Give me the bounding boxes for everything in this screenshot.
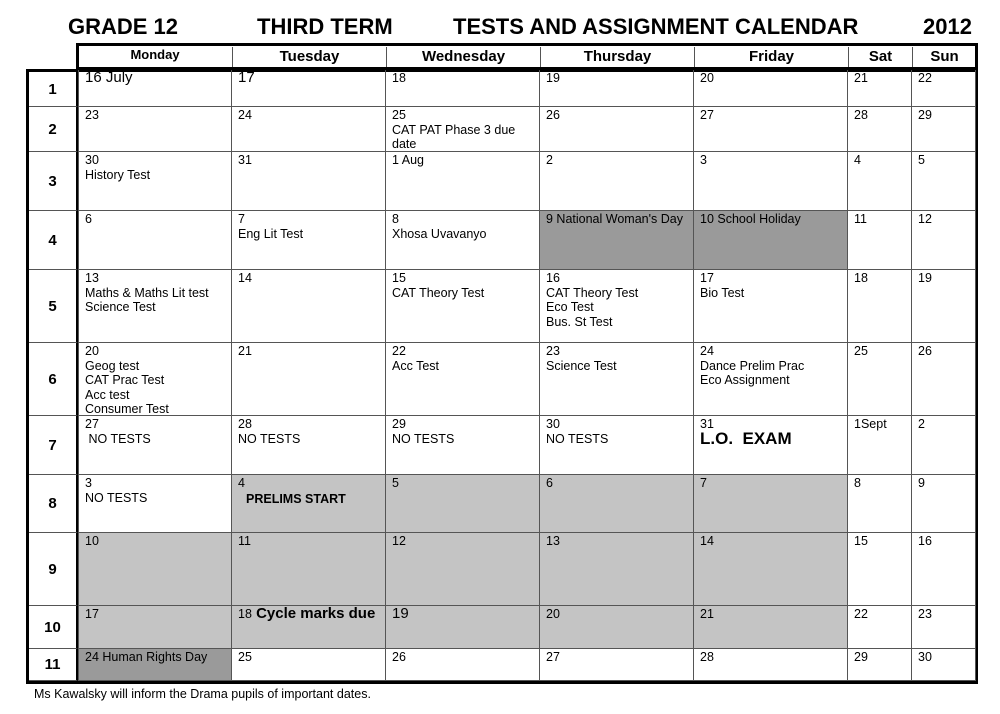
event-label: Geog test	[85, 358, 140, 373]
date-label: 3	[85, 476, 92, 490]
date-label: 17	[238, 70, 255, 86]
calendar-cell	[912, 211, 976, 270]
day-header-monday: Monday	[130, 47, 180, 62]
date-label: 10	[85, 534, 99, 548]
calendar-cell	[232, 416, 386, 475]
event-label: CAT Theory Test	[546, 285, 639, 300]
calendar-cell	[78, 270, 232, 343]
date-label: 6	[546, 476, 553, 490]
calendar-cell	[540, 107, 694, 152]
date-label: 12	[392, 534, 406, 548]
calendar-cell	[386, 343, 540, 416]
date-label: 29	[392, 417, 406, 431]
week-number-4: 4	[29, 211, 78, 270]
calendar-cell	[848, 107, 912, 152]
date-label: 23	[85, 108, 99, 122]
calendar-cell	[78, 475, 232, 533]
date-label: 23	[546, 344, 560, 358]
calendar-cell	[232, 270, 386, 343]
date-label: 31	[700, 417, 714, 431]
calendar-cell	[848, 343, 912, 416]
day-header-thursday: Thursday	[540, 47, 694, 67]
calendar-cell	[78, 343, 232, 416]
calendar-cell	[540, 649, 694, 681]
date-label: 4	[854, 153, 861, 167]
calendar-cell	[540, 70, 694, 107]
date-label: 17	[85, 607, 99, 621]
event-label: Acc Test	[392, 358, 440, 373]
date-label: 22	[918, 71, 932, 85]
calendar-cell	[232, 475, 386, 533]
calendar-cell	[232, 533, 386, 606]
event-label: NO TESTS	[238, 431, 301, 446]
week-number-9: 9	[29, 533, 78, 606]
calendar-cell	[912, 343, 976, 416]
calendar-cell	[694, 211, 848, 270]
calendar-cell	[386, 475, 540, 533]
calendar-cell	[694, 152, 848, 211]
date-label: 18	[392, 71, 406, 85]
date-label: 26	[392, 650, 406, 664]
date-label: 22	[854, 607, 868, 621]
calendar-cell	[78, 416, 232, 475]
day-header-sat: Sat	[848, 47, 912, 67]
calendar-cell	[232, 107, 386, 152]
event-label: Acc test	[85, 387, 130, 402]
date-label: 30	[918, 650, 932, 664]
date-label: 8	[854, 476, 861, 490]
event-label: PRELIMS START	[246, 491, 346, 506]
date-label: 1Sept	[854, 417, 887, 431]
date-label: 28	[700, 650, 714, 664]
date-label: 11	[854, 212, 867, 226]
event-label: NO TESTS	[392, 431, 455, 446]
calendar-cell	[386, 107, 540, 152]
week-number-3: 3	[29, 152, 78, 211]
calendar-cell	[540, 343, 694, 416]
grade-title: GRADE 12	[68, 14, 179, 39]
event-label: Maths & Maths Lit test	[85, 285, 209, 300]
date-label: 26	[546, 108, 560, 122]
date-label: 19	[392, 606, 409, 622]
calendar-cell	[848, 475, 912, 533]
date-label: 16 July	[85, 70, 133, 86]
term-title: THIRD TERM	[257, 14, 393, 39]
calendar-cell	[694, 649, 848, 681]
event-label: CAT PAT Phase 3 due	[392, 122, 516, 137]
calendar-cell	[232, 152, 386, 211]
day-header-tuesday: Tuesday	[232, 47, 386, 67]
date-label: 15	[854, 534, 868, 548]
week-number-7: 7	[29, 416, 78, 475]
calendar-cell	[848, 270, 912, 343]
date-label: 16	[546, 271, 560, 285]
calendar-cell	[78, 606, 232, 649]
date-label: 7	[238, 212, 245, 226]
event-label: NO TESTS	[546, 431, 609, 446]
calendar-cell	[232, 211, 386, 270]
event-label: Cycle marks due	[251, 606, 376, 622]
date-label: 28	[854, 108, 868, 122]
date-label: 20	[700, 71, 714, 85]
event-label: date	[392, 137, 417, 151]
date-label: 16	[918, 534, 932, 548]
calendar-cell	[540, 211, 694, 270]
date-label: 14	[238, 271, 252, 285]
calendar-cell	[78, 152, 232, 211]
calendar-cell	[540, 533, 694, 606]
event-label: NO TESTS	[85, 431, 151, 446]
calendar-cell	[912, 649, 976, 681]
date-label: 15	[392, 271, 406, 285]
event-label: Eng Lit Test	[238, 226, 304, 241]
calendar-cell	[78, 70, 232, 107]
event-label: NO TESTS	[85, 490, 148, 505]
date-label: 25	[392, 108, 406, 122]
date-label: 13	[85, 271, 99, 285]
calendar-cell	[540, 152, 694, 211]
calendar-cell	[232, 343, 386, 416]
date-label: 30	[546, 417, 560, 431]
date-label: 9 National Woman's Day	[546, 212, 683, 226]
date-label: 29	[918, 108, 932, 122]
date-label: 11	[238, 534, 251, 548]
calendar-cell	[386, 606, 540, 649]
exam-label: L.O. EXAM	[700, 428, 792, 448]
date-label: 13	[546, 534, 560, 548]
date-label: 17	[700, 271, 714, 285]
week-number-11: 11	[29, 649, 78, 681]
calendar-cell	[848, 152, 912, 211]
date-label: 24	[700, 344, 714, 358]
calendar-cell	[848, 649, 912, 681]
calendar-cell	[694, 270, 848, 343]
calendar-cell	[386, 70, 540, 107]
date-label: 29	[854, 650, 868, 664]
calendar-cell	[912, 533, 976, 606]
day-header-friday: Friday	[694, 47, 848, 67]
calendar-cell	[912, 270, 976, 343]
date-label: 18	[238, 607, 252, 621]
calendar-cell	[386, 152, 540, 211]
calendar-cell	[232, 606, 386, 649]
calendar-cell	[540, 606, 694, 649]
date-label: 19	[546, 71, 560, 85]
calendar-cell	[540, 270, 694, 343]
date-label: 23	[918, 607, 932, 621]
event-label: Xhosa Uvavanyo	[392, 226, 487, 241]
calendar-cell	[912, 107, 976, 152]
week-number-2: 2	[29, 107, 78, 152]
date-label: 4	[238, 476, 245, 490]
date-label: 24 Human Rights Day	[85, 650, 208, 664]
date-label: 25	[238, 650, 252, 664]
calendar-cell	[694, 475, 848, 533]
date-label: 10 School Holiday	[700, 212, 801, 226]
event-label: CAT Prac Test	[85, 373, 165, 387]
date-label: 31	[238, 153, 252, 167]
calendar-cell	[848, 606, 912, 649]
calendar-cell	[386, 270, 540, 343]
calendar-cell	[232, 70, 386, 107]
date-label: 24	[238, 108, 252, 122]
calendar-cell	[848, 533, 912, 606]
event-label: Bio Test	[700, 285, 745, 300]
calendar-cell	[694, 533, 848, 606]
week-number-5: 5	[29, 270, 78, 343]
date-label: 5	[918, 153, 925, 167]
calendar-cell	[912, 152, 976, 211]
date-label: 2	[546, 153, 553, 167]
date-label: 30	[85, 153, 99, 167]
date-label: 14	[700, 534, 714, 548]
calendar-cell	[694, 416, 848, 475]
calendar-cell	[848, 211, 912, 270]
calendar-cell	[694, 343, 848, 416]
date-label: 22	[392, 344, 406, 358]
week-number-6: 6	[29, 343, 78, 416]
calendar-cell	[694, 107, 848, 152]
calendar-cell	[694, 70, 848, 107]
date-label: 25	[854, 344, 868, 358]
date-label: 9	[918, 476, 925, 490]
calendar-cell	[912, 70, 976, 107]
event-label: Bus. St Test	[546, 314, 613, 329]
date-label: 7	[700, 476, 707, 490]
calendar-cell	[848, 416, 912, 475]
event-label: History Test	[85, 167, 151, 182]
calendar-cell	[540, 416, 694, 475]
calendar-cell	[912, 416, 976, 475]
event-label: Eco Assignment	[700, 373, 790, 387]
week-number-10: 10	[29, 606, 78, 649]
week-number-8: 8	[29, 475, 78, 533]
date-label: 26	[918, 344, 932, 358]
footer-note: Ms Kawalsky will inform the Drama pupils of important dates.	[34, 687, 371, 701]
calendar-cell	[78, 533, 232, 606]
calendar-cell	[232, 649, 386, 681]
day-header-sun: Sun	[912, 47, 976, 67]
date-label: 20	[546, 607, 560, 621]
date-label: 27	[546, 650, 560, 664]
calendar-cell	[848, 70, 912, 107]
event-label: Consumer Test	[85, 402, 169, 416]
date-label: 27	[85, 417, 99, 431]
date-label: 8	[392, 212, 399, 226]
calendar-cell	[386, 211, 540, 270]
event-label: Science Test	[546, 358, 617, 373]
date-label: 28	[238, 417, 252, 431]
calendar-heading: TESTS AND ASSIGNMENT CALENDAR	[453, 14, 859, 39]
date-label: 5	[392, 476, 399, 490]
event-label: Eco Test	[546, 300, 594, 314]
event-label: Dance Prelim Prac	[700, 358, 805, 373]
calendar-cell	[694, 606, 848, 649]
calendar-cell	[386, 533, 540, 606]
date-label: 27	[700, 108, 714, 122]
calendar-cell	[78, 211, 232, 270]
event-label: CAT Theory Test	[392, 285, 485, 300]
date-label: 6	[85, 212, 92, 226]
week-number-1: 1	[29, 72, 78, 107]
date-label: 20	[85, 344, 99, 358]
date-label: 3	[700, 153, 707, 167]
date-label: 2	[918, 417, 925, 431]
date-label: 21	[700, 607, 714, 621]
calendar-cell	[386, 416, 540, 475]
calendar-cell	[78, 107, 232, 152]
calendar-cell	[912, 475, 976, 533]
date-label: 19	[918, 271, 932, 285]
date-label: 1 Aug	[392, 153, 424, 167]
date-label: 12	[918, 212, 932, 226]
calendar-cell	[78, 649, 232, 681]
day-header-wednesday: Wednesday	[386, 47, 540, 67]
event-label: Science Test	[85, 300, 156, 314]
calendar-cell	[912, 606, 976, 649]
date-label: 18	[854, 271, 868, 285]
date-label: 21	[238, 344, 252, 358]
calendar-cell	[540, 475, 694, 533]
year-title: 2012	[923, 14, 972, 39]
calendar-cell	[386, 649, 540, 681]
date-label: 21	[854, 71, 868, 85]
